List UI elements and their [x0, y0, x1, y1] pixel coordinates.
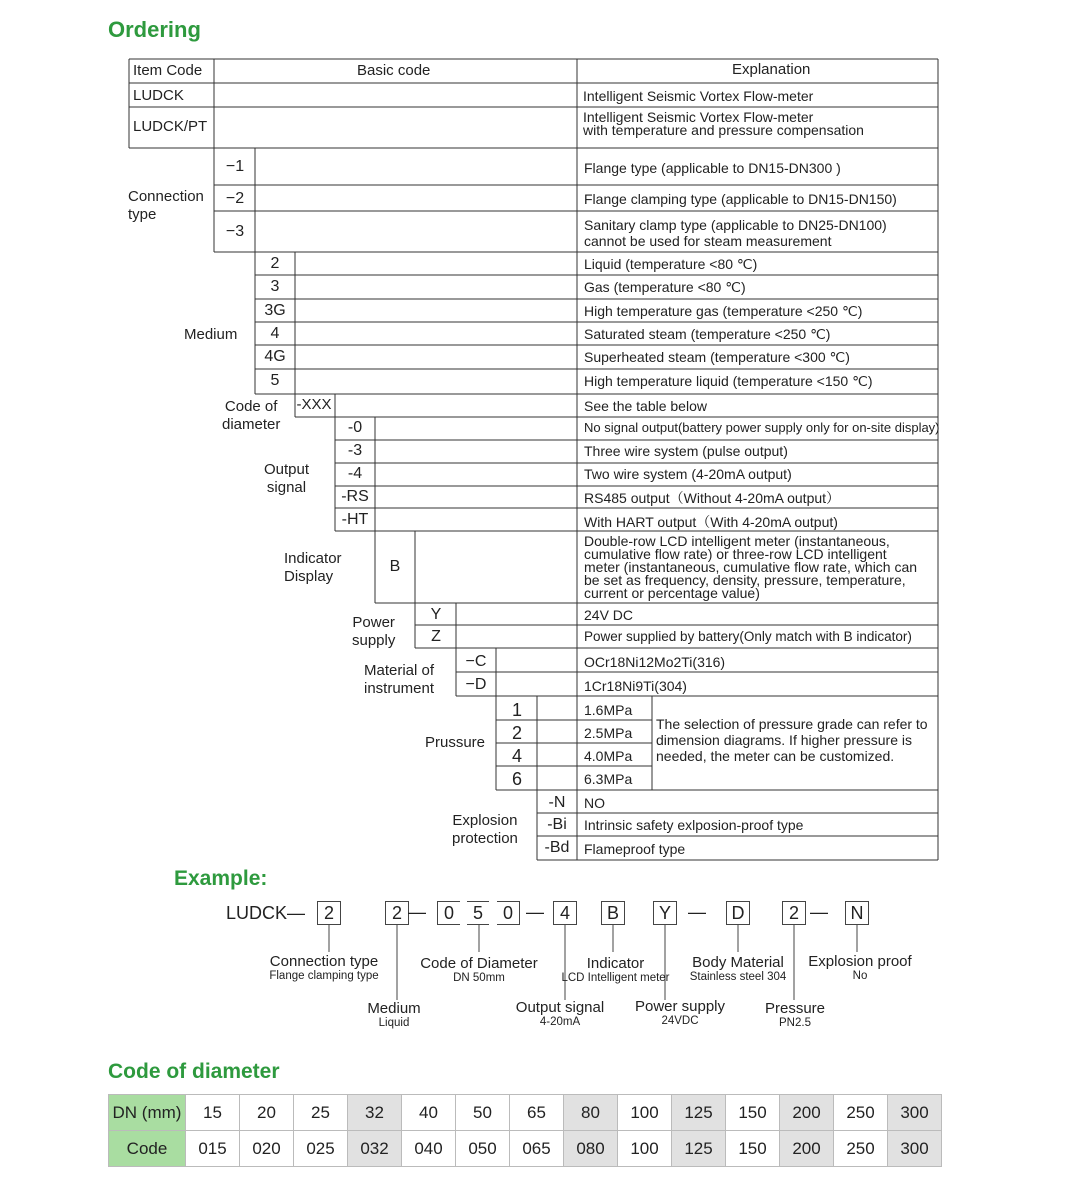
- explosion-protection-label: Explosion protection: [452, 812, 518, 847]
- connection-expl-1: Flange type (applicable to DN15-DN300 ): [584, 160, 841, 176]
- material-code-c: −C: [465, 653, 487, 670]
- header-explanation: Explanation: [732, 61, 811, 78]
- dn-cell: 150: [726, 1095, 780, 1131]
- power-expl-z: Power supplied by battery(Only match with B indicator): [584, 629, 912, 644]
- power-supply-label: Power supply: [352, 614, 396, 649]
- connection-code-3: −3: [225, 223, 245, 240]
- medium-expl-4: Saturated steam (temperature <250 ℃): [584, 326, 831, 342]
- connection-expl-3: Sanitary clamp type (applicable to DN25-DN100) cannot be used for steam measurement: [584, 217, 887, 249]
- dn-cell: 50: [456, 1095, 510, 1131]
- example-box-dia-2: 5: [467, 901, 489, 925]
- example-label-medium: Medium Liquid: [367, 1000, 421, 1029]
- diameter-expl: See the table below: [584, 398, 707, 414]
- medium-expl-2: Liquid (temperature <80 ℃): [584, 256, 758, 272]
- pressure-expl-6: 6.3MPa: [584, 771, 633, 787]
- output-expl-0: No signal output(battery power supply only for on-site display): [584, 420, 940, 435]
- dn-cell: 80: [564, 1095, 618, 1131]
- pressure-note: The selection of pressure grade can refer to dimension diagrams. If higher pressure is needed, the meter can be customized.: [656, 716, 928, 764]
- output-expl-4: Two wire system (4-20mA output): [584, 466, 792, 482]
- example-box-material: D: [726, 901, 750, 925]
- example-label-pressure: Pressure PN2.5: [764, 1000, 826, 1029]
- medium-code-5: 5: [270, 372, 280, 389]
- explosion-code-bd: -Bd: [544, 839, 570, 856]
- ordering-title: Ordering: [108, 17, 201, 42]
- example-label-connection: Connection type Flange clamping type: [269, 953, 379, 982]
- material-label: Material of instrument: [364, 662, 435, 697]
- code-cell: 080: [564, 1131, 618, 1167]
- header-item-code: Item Code: [133, 62, 203, 79]
- pressure-code-1: 1: [511, 700, 522, 720]
- example-label-power: Power supply 24VDC: [634, 998, 726, 1027]
- explosion-expl-n: NO: [584, 795, 605, 811]
- dn-header: DN (mm): [109, 1095, 186, 1131]
- item-code-ludck: LUDCK: [133, 87, 184, 104]
- example-label-output: Output signal 4-20mA: [515, 999, 605, 1028]
- table-row: [109, 1095, 942, 1131]
- pressure-expl-2: 2.5MPa: [584, 725, 633, 741]
- code-cell: 200: [780, 1131, 834, 1167]
- example-dash-3: —: [688, 902, 706, 922]
- power-expl-y: 24V DC: [584, 607, 634, 623]
- medium-expl-5: High temperature liquid (temperature <150 ℃): [584, 373, 873, 389]
- pressure-expl-4: 4.0MPa: [584, 748, 633, 764]
- example-box-dia-1: 0: [437, 901, 460, 925]
- medium-code-4: 4: [270, 325, 280, 342]
- code-cell: 300: [888, 1131, 942, 1167]
- dn-cell: 125: [672, 1095, 726, 1131]
- example-title: Example:: [174, 867, 268, 890]
- dn-cell: 200: [780, 1095, 834, 1131]
- example-box-connection: 2: [317, 901, 341, 925]
- pressure-code-6: 6: [511, 769, 522, 789]
- header-basic-code: Basic code: [357, 62, 431, 79]
- output-expl-3: Three wire system (pulse output): [584, 443, 788, 459]
- connection-code-2: −2: [225, 190, 245, 207]
- pressure-code-2: 2: [511, 723, 522, 743]
- example-dash-2: —: [526, 902, 544, 922]
- dn-cell: 20: [240, 1095, 294, 1131]
- output-expl-rs: RS485 output（Without 4-20mA output）: [584, 490, 841, 506]
- explosion-code-n: -N: [548, 794, 566, 811]
- explosion-expl-bd: Flameproof type: [584, 841, 686, 857]
- example-label-explosion: Explosion proof No: [808, 953, 912, 982]
- code-cell: 250: [834, 1131, 888, 1167]
- explosion-expl-bi: Intrinsic safety exlposion-proof type: [584, 817, 804, 833]
- example-box-pressure: 2: [782, 901, 806, 925]
- example-label-material: Body Material Stainless steel 304: [689, 954, 787, 983]
- example-box-dia-3: 0: [497, 901, 520, 925]
- medium-label: Medium: [184, 326, 238, 343]
- code-cell: 150: [726, 1131, 780, 1167]
- diameter-table: [108, 1094, 942, 1167]
- connection-code-1: −1: [225, 158, 245, 175]
- material-code-d: −D: [465, 676, 487, 693]
- code-cell: 025: [294, 1131, 348, 1167]
- pressure-label: Prussure: [425, 734, 486, 751]
- example-dash-4: —: [810, 902, 828, 922]
- connection-expl-2: Flange clamping type (applicable to DN15-DN150): [584, 191, 897, 207]
- example-box-explosion: N: [845, 901, 869, 925]
- indicator-expl-b: Double-row LCD intelligent meter (instantaneous, cumulative flow rate) or three-row LCD intelligent meter (instantaneous, cumulative flow rate, which can be set as frequency, density, pressure, temperature, current or percentage value): [584, 533, 918, 601]
- dn-cell: 25: [294, 1095, 348, 1131]
- dn-cell: 15: [186, 1095, 240, 1131]
- code-cell: 050: [456, 1131, 510, 1167]
- dn-cell: 32: [348, 1095, 402, 1131]
- item-explanation-ludck-pt: Intelligent Seismic Vortex Flow-meter with temperature and pressure compensation: [583, 109, 864, 138]
- medium-code-4g: 4G: [264, 348, 286, 365]
- example-box-output: 4: [553, 901, 577, 925]
- diameter-table-title: Code of diameter: [108, 1060, 280, 1083]
- dn-cell: 250: [834, 1095, 888, 1131]
- medium-expl-3: Gas (temperature <80 ℃): [584, 279, 746, 295]
- power-code-y: Y: [430, 606, 442, 623]
- diameter-code: -XXX: [296, 396, 332, 413]
- example-prefix: LUDCK—: [226, 903, 306, 923]
- example-label-indicator: Indicator LCD Intelligent meter: [561, 955, 670, 984]
- example-box-medium: 2: [385, 901, 409, 925]
- example-box-indicator: B: [601, 901, 625, 925]
- dn-cell: 300: [888, 1095, 942, 1131]
- medium-code-3g: 3G: [264, 302, 286, 319]
- indicator-display-label: Indicator Display: [284, 550, 342, 585]
- output-code-3: -3: [347, 442, 363, 459]
- code-cell: 100: [618, 1131, 672, 1167]
- pressure-expl-1: 1.6MPa: [584, 702, 633, 718]
- medium-code-2: 2: [270, 255, 280, 272]
- code-cell: 040: [402, 1131, 456, 1167]
- item-code-ludck-pt: LUDCK/PT: [133, 118, 208, 135]
- output-expl-ht: With HART output（With 4-20mA output): [584, 514, 838, 530]
- output-code-0: -0: [347, 419, 363, 436]
- output-code-4: -4: [347, 465, 363, 482]
- pressure-code-4: 4: [511, 746, 522, 766]
- code-cell: 065: [510, 1131, 564, 1167]
- medium-expl-3g: High temperature gas (temperature <250 ℃): [584, 303, 863, 319]
- example-label-diameter: Code of Diameter DN 50mm: [420, 955, 538, 984]
- output-code-rs: -RS: [341, 488, 369, 505]
- table-row: [109, 1131, 942, 1167]
- connection-type-label: Connection type: [128, 188, 204, 223]
- medium-expl-4g: Superheated steam (temperature <300 ℃): [584, 349, 850, 365]
- code-header: Code: [109, 1131, 186, 1167]
- output-signal-label: Output signal: [264, 461, 310, 496]
- code-cell: 032: [348, 1131, 402, 1167]
- dn-cell: 40: [402, 1095, 456, 1131]
- dn-cell: 100: [618, 1095, 672, 1131]
- code-cell: 125: [672, 1131, 726, 1167]
- material-expl-c: OCr18Ni12Mo2Ti(316): [584, 654, 726, 670]
- example-dash-1: —: [408, 902, 426, 922]
- code-cell: 020: [240, 1131, 294, 1167]
- power-code-z: Z: [431, 628, 441, 645]
- material-expl-d: 1Cr18Ni9Ti(304): [584, 678, 687, 694]
- output-code-ht: -HT: [341, 511, 369, 528]
- medium-code-3: 3: [270, 278, 280, 295]
- diameter-label: Code of diameter: [222, 398, 281, 433]
- explosion-code-bi: -Bi: [547, 816, 567, 833]
- indicator-code-b: B: [389, 558, 401, 575]
- example-box-power: Y: [653, 901, 677, 925]
- item-explanation-ludck: Intelligent Seismic Vortex Flow-meter: [583, 88, 814, 104]
- dn-cell: 65: [510, 1095, 564, 1131]
- code-cell: 015: [186, 1131, 240, 1167]
